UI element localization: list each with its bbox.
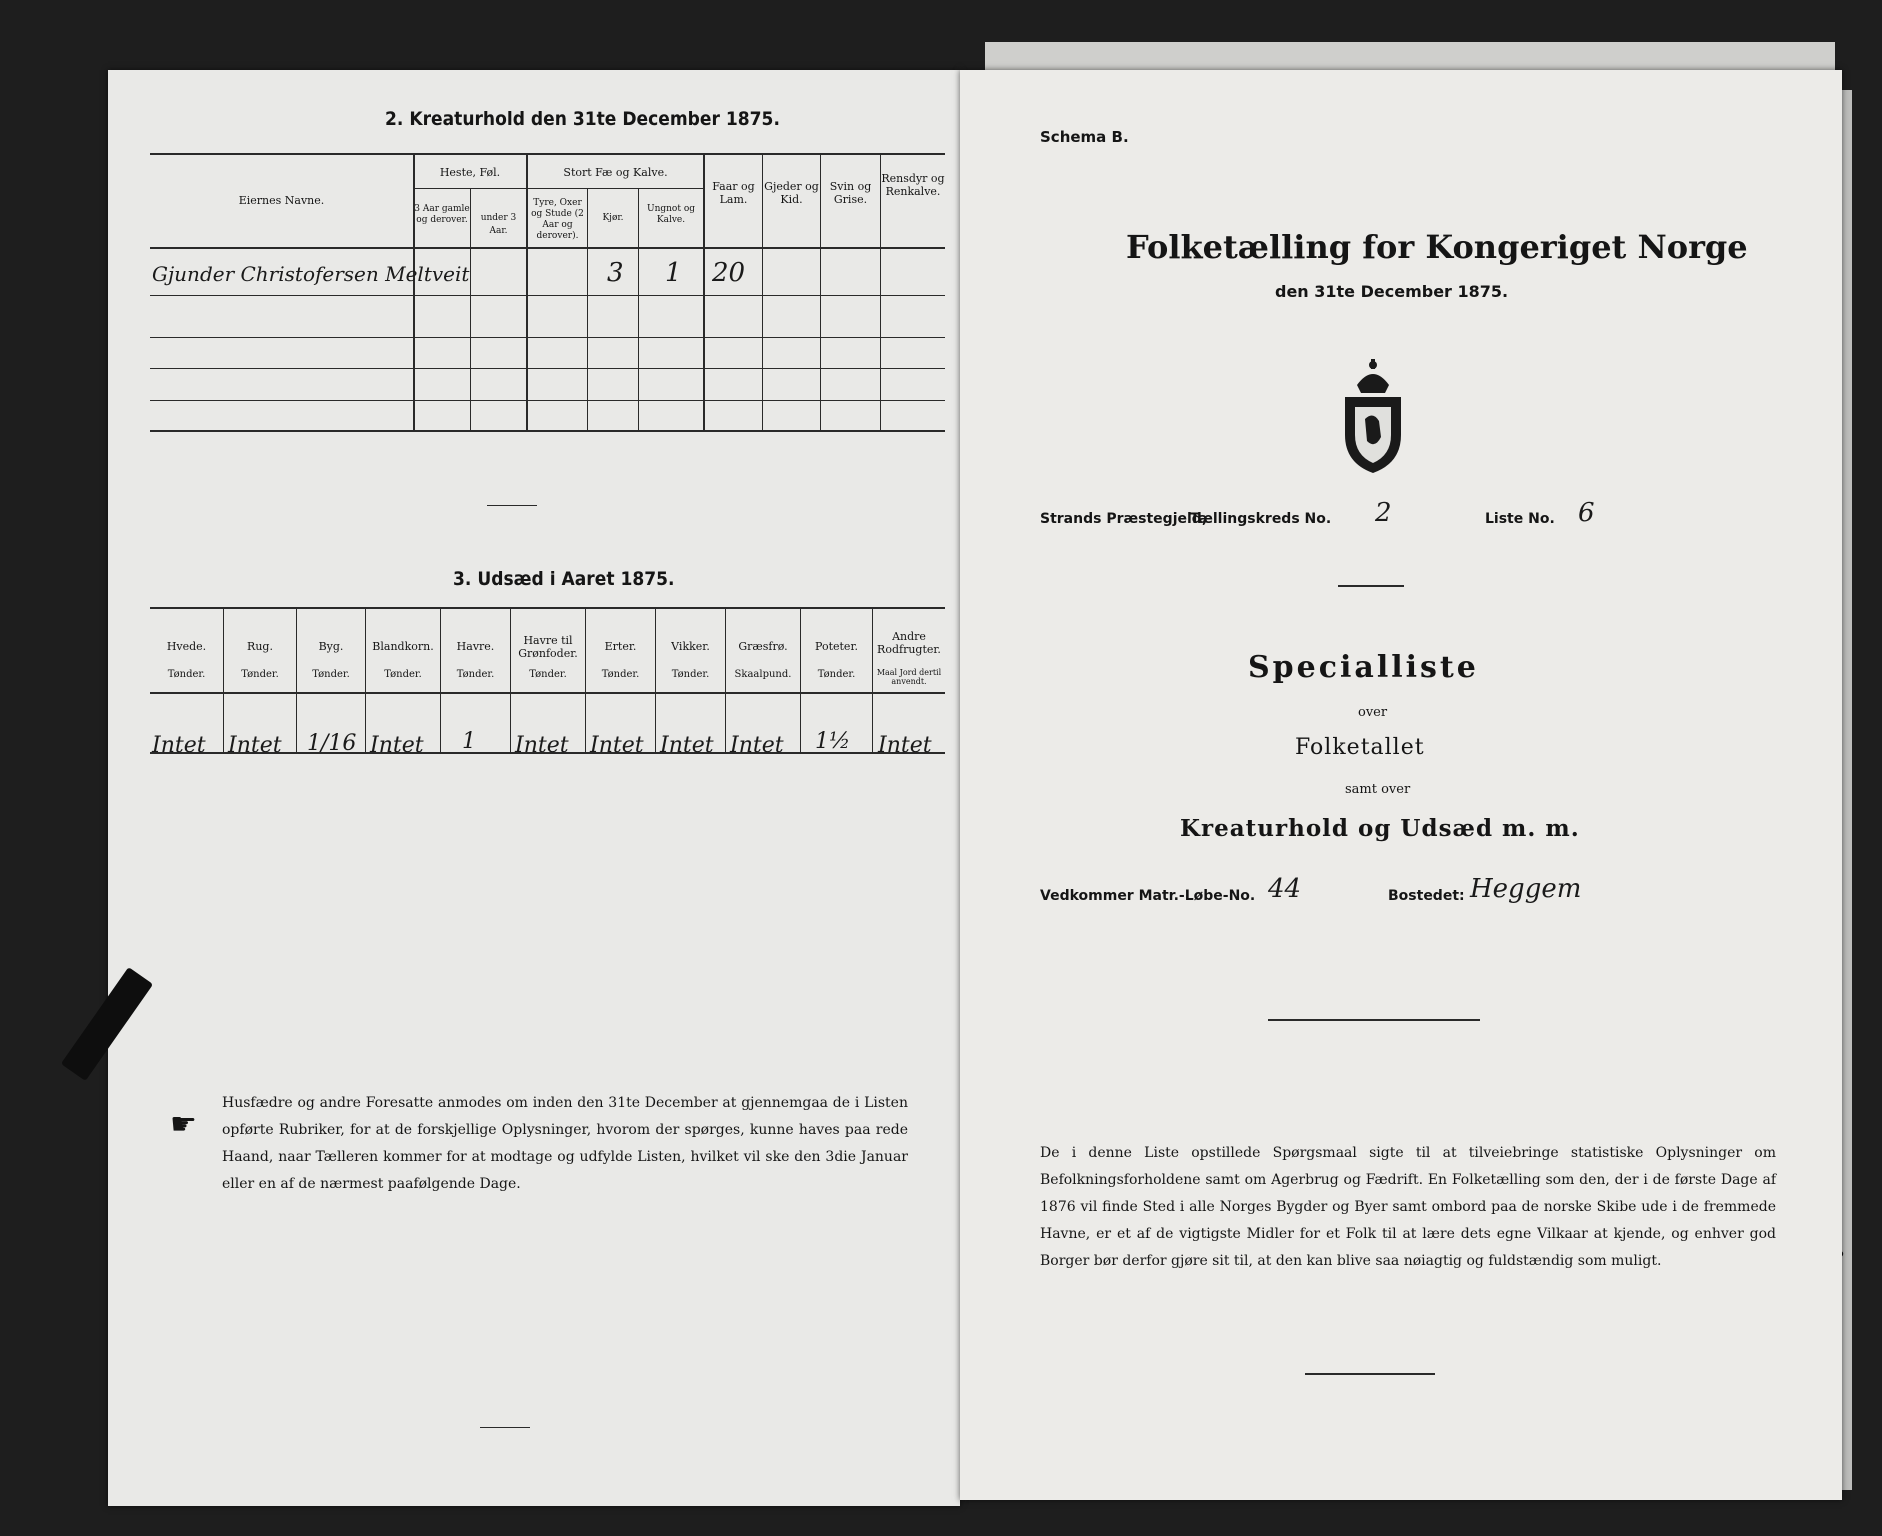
seed-value-other-roots: Intet	[878, 733, 932, 758]
seed-value-green-oats: Intet	[515, 733, 569, 758]
schema-label: Schema B.	[1040, 128, 1129, 146]
seed-col-rye: Rug.	[247, 640, 273, 653]
seed-unit-barley: Tønder.	[312, 669, 350, 680]
norway-coat-of-arms-icon	[1335, 355, 1411, 475]
seed-value-peas: Intet	[590, 733, 644, 758]
seed-col-potatoes: Poteter.	[815, 640, 858, 653]
col-horses-under3: under 3 Aar.	[480, 213, 517, 236]
livestock-heading: 2. Kreaturhold den 31te December 1875.	[385, 108, 780, 130]
seed-col-mixed: Blandkorn.	[372, 640, 434, 653]
seed-unit-wheat: Tønder.	[167, 669, 206, 680]
matr-label: Vedkommer Matr.-Løbe-No.	[1040, 888, 1256, 904]
over-text: over	[1358, 705, 1388, 720]
seed-unit-rye: Tønder.	[241, 669, 279, 680]
seed-unit-peas: Tønder.	[601, 669, 640, 680]
census-purpose-text: De i denne Liste opstillede Spørgsmaal sigte til at tilveiebringe statistiske Oplysninger om Befolkningsforholdene samt om Agerbrug og Fædrift. En Folketælling som den, der i de første Dage af 1876 vil finde Sted i alle Norges Bygder og Byer samt ombord paa de norske Skibe ude i de fremmede Havne, er et af de vigtigste Midler for et Folk til at lære dets egne Vilkaar at kjende, og enhver god Borger bør derfor gjøre sit til, at den kan blive saa nøiagtig og fuldstændig som muligt.	[1040, 1145, 1776, 1269]
seed-unit-grass: Skaalpund.	[734, 669, 792, 680]
cows-entry: 3	[607, 258, 624, 288]
seed-col-barley: Byg.	[318, 640, 344, 653]
census-date: den 31te December 1875.	[1275, 282, 1509, 301]
seed-col-oats: Havre.	[456, 640, 495, 653]
seed-value-grass: Intet	[730, 733, 784, 758]
seed-heading: 3. Udsæd i Aaret 1875.	[453, 568, 675, 590]
kreaturhold-title: Kreaturhold og Udsæd m. m.	[1180, 815, 1580, 842]
seed-col-vetch: Vikker.	[671, 640, 710, 653]
col-pigs: Svin og Grise.	[829, 180, 872, 206]
district-value: 2	[1375, 498, 1392, 528]
list-label: Liste No.	[1485, 511, 1555, 527]
seed-value-barley: 1/16	[307, 731, 357, 756]
list-value: 6	[1578, 498, 1595, 528]
instructions-note: Husfædre og andre Foresatte anmodes om inden den 31te December at gjennemgaa de i Listen opførte Rubriker, for at de forskjellige Oplysninger, hvorom der spørges, kunne haves paa rede Haand, naar Tælleren kommer for at modtage og udfylde Listen, hvilket vil ske den 3die Januar eller en af de nærmest paafølgende Dage.	[222, 1095, 908, 1192]
seed-unit-other-roots: Maal Jord dertil anvendt.	[876, 668, 942, 686]
right-divider-2	[1268, 1019, 1480, 1021]
seed-value-oats: 1	[462, 729, 476, 754]
seed-unit-mixed: Tønder.	[384, 669, 422, 680]
seed-col-peas: Erter.	[604, 640, 637, 653]
col-horses-3yr: 3 Aar gamle og derover.	[414, 204, 470, 225]
seed-col-green-oats: Havre til Grønfoder.	[518, 634, 578, 660]
seed-unit-oats: Tønder.	[456, 669, 495, 680]
seed-unit-green-oats: Tønder.	[529, 669, 567, 680]
seed-value-mixed: Intet	[370, 733, 424, 758]
seed-unit-vetch: Tønder.	[671, 669, 710, 680]
parish-label: Strands Præstegjeld,	[1040, 511, 1208, 527]
col-young-cattle: Ungnot og Kalve.	[646, 204, 695, 225]
seed-col-wheat: Hvede.	[166, 640, 207, 653]
divider	[487, 505, 537, 506]
pointing-hand-icon: ☛	[170, 1107, 197, 1142]
young-cattle-entry: 1	[665, 258, 682, 288]
seed-col-grass: Græsfrø.	[738, 640, 788, 653]
seed-col-other-roots: Andre Rodfrugter.	[877, 630, 941, 656]
sheep-entry: 20	[712, 258, 746, 288]
district-label: Tællingskreds No.	[1190, 511, 1332, 527]
owner-name-entry: Gjunder Christofersen Meltveit	[152, 262, 470, 286]
bosted-value: Heggem	[1470, 874, 1582, 904]
right-divider-3	[1305, 1373, 1435, 1375]
col-cows: Kjør.	[602, 213, 624, 223]
right-divider-1	[1338, 585, 1404, 587]
seed-value-potatoes: 1½	[815, 729, 851, 754]
folketallet-title: Folketallet	[1295, 735, 1425, 760]
bosted-label: Bostedet:	[1388, 888, 1465, 904]
seed-value-rye: Intet	[228, 733, 282, 758]
col-sheep: Faar og Lam.	[712, 180, 755, 206]
seed-unit-potatoes: Tønder.	[817, 669, 856, 680]
seed-value-wheat: Intet	[152, 733, 206, 758]
bottom-divider	[480, 1427, 530, 1428]
owner-column-header: Eiernes Navne.	[238, 194, 325, 207]
cattle-group-header: Stort Fæ og Kalve.	[563, 166, 668, 179]
col-reindeer: Rensdyr og Renkalve.	[881, 172, 945, 198]
special-list-title: Specialliste	[1248, 650, 1479, 685]
col-bulls-oxen: Tyre, Oxer og Stude (2 Aar og derover).	[531, 198, 584, 241]
matr-value: 44	[1268, 874, 1302, 904]
seed-value-vetch: Intet	[660, 733, 714, 758]
horses-group-header: Heste, Føl.	[439, 166, 501, 179]
samt-over-text: samt over	[1345, 782, 1411, 797]
col-goats: Gjeder og Kid.	[764, 180, 819, 206]
main-title: Folketælling for Kongeriget Norge	[1126, 228, 1748, 266]
